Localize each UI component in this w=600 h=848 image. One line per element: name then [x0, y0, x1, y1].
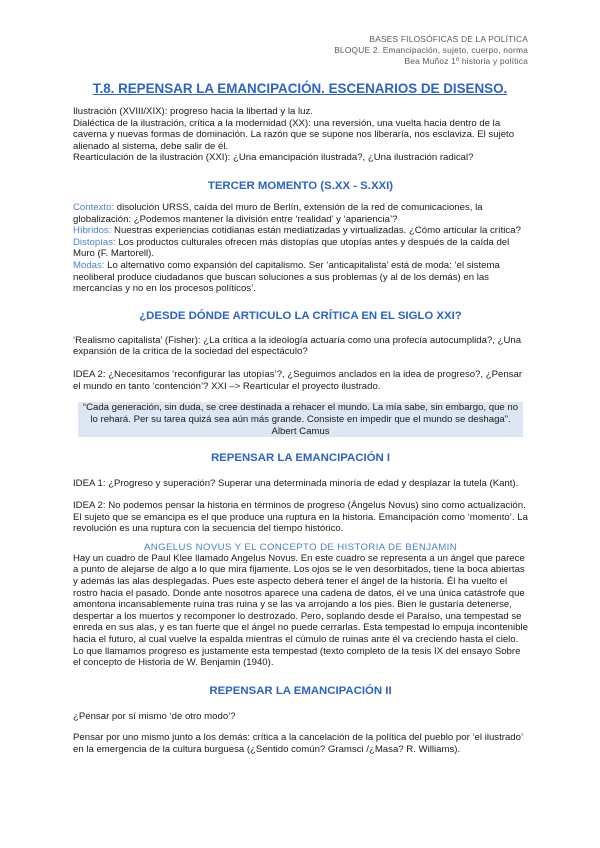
paragraph-angelus-novus: Hay un cuadro de Paul Klee llamado Angelus Novus. En este cuadro se representa a un ángel que parece a punto de alejarse de algo a lo que mira fijamente. Los ojos se le ven desorbitados, tiene la boca abiertas y además las alas desplegadas. Pues este aspecto deberá tener el ángel de la historia. Él ha vuelto el rostro hacia el pasado. Donde ante nosotros aparece una cadena de datos, él ve una única catástrofe que amontona incansablemente ruina tras ruina y se las va arrojando a los pies. Bien le gustaría detenerse, despertar a los muertos y recomponer lo destrozado. Pero, soplando desde el Paraíso, una tempestad se enreda en sus alas, y es tan fuerte que el ángel no puede cerrarlas. Esta tempestad lo empuja incontenible hacia el futuro, al cual vuelve la espalda mientras el cúmulo de ruinas ante él va creciendo hasta el cielo. Lo que llamamos progreso es justamente esta tempestad (texto completo de la tesis IX del ensayo Sobre el concepto de Historia de W. Benjamin (1940).: [73, 552, 528, 669]
header-course: BASES FILOSÓFICAS DE LA POLÍTICA: [369, 34, 528, 44]
paragraph-hibridos: Híbridos: Nuestras experiencias cotidianas están mediatizadas y virtualizadas. ¿Cómo articular la crítica?: [73, 225, 521, 237]
document-body: [73, 106, 528, 756]
intro-ilustracion: Ilustración (XVIII/XIX): progreso hacia la libertad y la luz.: [73, 106, 313, 117]
camus-quote: “Cada generación, sin duda, se cree destinada a rehacer el mundo. La mía sabe, sin embargo, que no lo rehará. Per su tarea quizá sea aún más grande. Consiste en impedir que el mundo se deshaga”. Albert Camus: [78, 402, 523, 437]
document-title: T.8. REPENSAR LA EMANCIPACIÓN. ESCENARIOS DE DISENSO.: [92, 81, 508, 96]
paragraph-pensar-con-los-demas: Pensar por uno mismo junto a los demás: crítica a la cancelación de la política del pueblo por ‘el ilustrado’ en la emergencia de la cultura burguesa (¿Sentido común? Gramsci /¿Masa? R. Williams).: [73, 732, 523, 755]
header-block: BLOQUE 2. Emancipación, sujeto, cuerpo, norma: [334, 45, 528, 56]
section-title-desde-donde: ¿DESDE DÓNDE ARTICULO LA CRÍTICA EN EL SIGLO XXI?: [139, 309, 462, 322]
paragraph-distopias: Distopías: Los productos culturales ofrecen más distopías que utopías antes y después de la caída del Muro (F. Martorell).: [73, 236, 510, 260]
paragraph-idea-2-utopias: IDEA 2: ¿Necesitamos ‘reconfigurar las utopías’?, ¿Seguimos anclados en la idea de progreso?, ¿Pensar el mundo en tanto ‘contención’? XXI –> Rearticular el proyecto ilustrado.: [73, 368, 523, 392]
paragraph-realismo-capitalista: ‘Realismo capitalista’ (Fisher): ¿La crítica a la ideología actuaría como una profecía autocumplida?, ¿Una expansión de la crítica de la sociedad del espectáculo?: [73, 334, 522, 358]
label-hibridos: Híbridos:: [73, 225, 112, 237]
section-title-repensar-1: REPENSAR LA EMANCIPACIÓN I: [210, 452, 391, 465]
paragraph-contexto: Contexto: disolución URSS, caída del muro de Berlín, extensión de la red de comunicaciones, la globalización: ¿Podemos mantener la división entre ‘realidad’ y ‘apariencia’?: [73, 201, 483, 225]
label-contexto: Contexto:: [73, 201, 115, 213]
section-title-repensar-2: REPENSAR LA EMANCIPACIÓN II: [209, 684, 392, 697]
header-author: Bea Muñoz 1º historia y política: [404, 56, 528, 67]
page-header: [334, 34, 528, 68]
intro-rearticulacion: Rearticulación de la ilustración (XXI): ¿Una emancipación ilustrada?, ¿Una ilustración radical?: [73, 152, 474, 164]
paragraph-pensar-por-si-mismo: ¿Pensar por sí mismo ‘de otro modo’?: [73, 710, 236, 722]
label-modas: Modas:: [73, 259, 105, 271]
subsection-title-angelus-novus: ANGELUS NOVUS Y EL CONCEPTO DE HISTORIA DE BENJAMIN: [143, 541, 458, 553]
paragraph-idea-2-historia: IDEA 2: No podemos pensar la historia en términos de progreso (Ángelus Novus) sino como actualización. El sujeto que se emancipa es el que produce una ruptura en la historia. Emancipación como ‘momento’. La revolución es una ruptura con la secuencia del tiempo histórico.: [73, 500, 528, 535]
paragraph-idea-1-progreso: IDEA 1: ¿Progreso y superación? Superar una determinada minoría de edad y desplazar la tutela (Kant).: [73, 478, 519, 490]
label-distopias: Distopías:: [73, 236, 116, 248]
intro-dialectica: Dialéctica de la ilustración, crítica a la modernidad (XX): una reversión, una vuelta hacia dentro de la caverna y nuevas formas de dominación. La razón que se supone nos liberaría, nos esclaviza. El sujeto alienado al sistema, debe salir de él.: [73, 117, 515, 152]
section-title-tercer-momento: TERCER MOMENTO (S.XX - S.XXI): [207, 179, 394, 192]
paragraph-modas: Modas: Lo alternativo como expansión del capitalismo. Ser ‘anticapitalista’ está de moda: ‘el sistema neoliberal produce ciudadanos que buscan soluciones a sus problemas (y al de los demás) en las mercancías y no en los procesos políticos’.: [73, 259, 500, 295]
